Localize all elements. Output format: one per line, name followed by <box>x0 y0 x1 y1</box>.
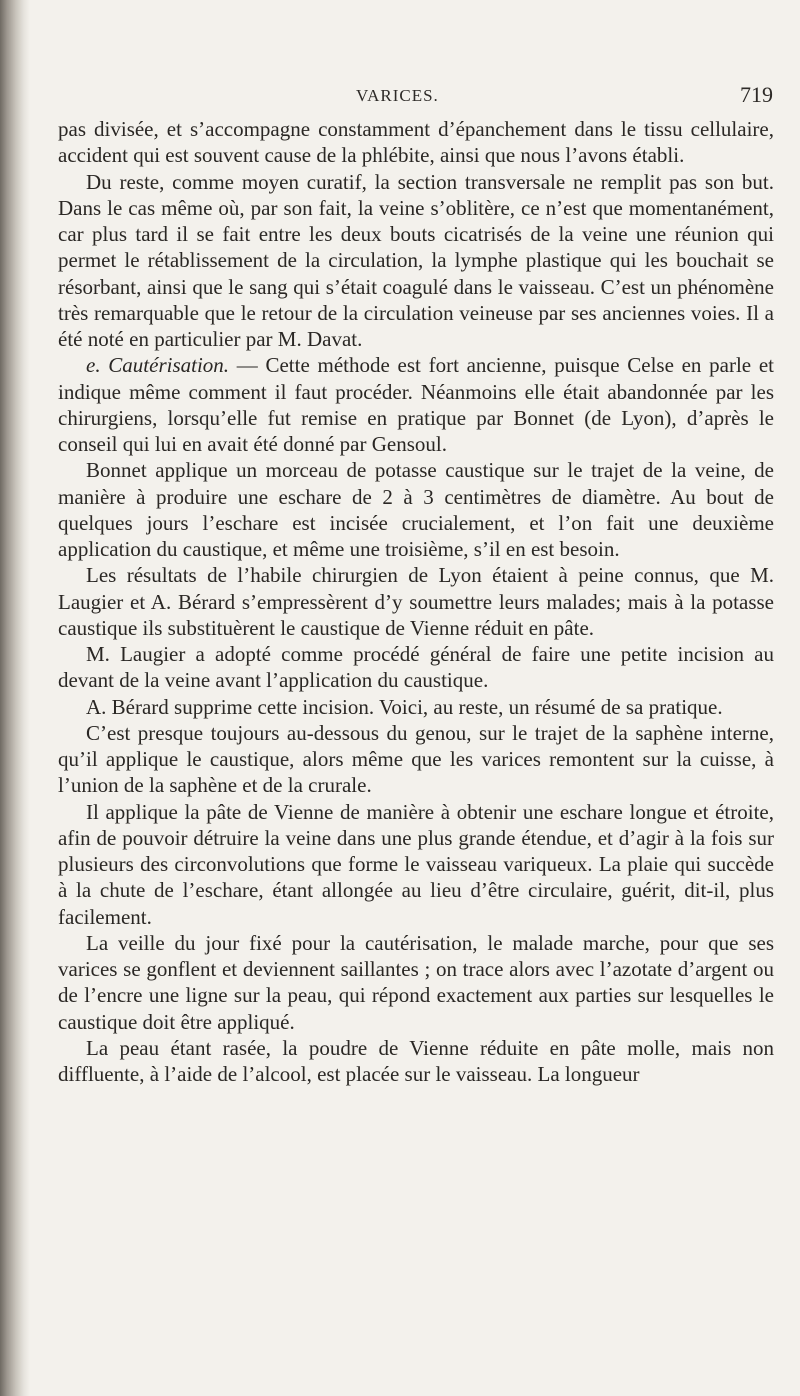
page-header <box>0 82 800 110</box>
paragraph-text: La veille du jour fixé pour la cautérisation, le malade marche, pour que ses varices se gonflent et deviennent saillantes ; on trace alors avec l’azotate d’argent ou de l’encre une ligne sur la peau, qui répond exactement aux parties sur lesquelles le caustique doit être appliqué. <box>58 930 774 1034</box>
paragraph <box>58 562 774 641</box>
section-heading: e. Cautérisation. <box>86 353 230 378</box>
paragraph <box>58 457 774 562</box>
paragraph <box>58 169 774 353</box>
paragraph-cauterisation <box>58 352 774 457</box>
paragraph-text: Du reste, comme moyen curatif, la section transversale ne remplit pas son but. Dans le cas même où, par son fait, la veine s’oblitère, ce n’est que momentanément, car plus tard il se fait entre les deux bouts cicatrisés de la veine une réunion qui permet le rétablissement de la circulation, la lymphe plastique qui les bouchait se résorbant, ainsi que le sang qui s’était coagulé dans le vaisseau. C’est un phénomène très remarquable que le retour de la circulation veineuse par ses anciennes voies. Il a été noté en particulier par M. Davat. <box>58 169 774 351</box>
paragraph-text: Les résultats de l’habile chirurgien de Lyon étaient à peine connus, que M. Laugier et A. Bérard s’empressèrent d’y soumettre leurs malades; mais à la potasse caustique ils substituèrent le caustique de Vienne réduit en pâte. <box>58 563 774 640</box>
paragraph-text: Bonnet applique un morceau de potasse caustique sur le trajet de la veine, de manière à produire une eschare de 2 à 3 centimètres de diamètre. Au bout de quelques jours l’eschare est incisée crucialement, et l’on fait une deuxième application du caustique, et même une troisième, s’il en est besoin. <box>58 458 774 561</box>
paragraph-text: A. Bérard supprime cette incision. Voici, au reste, un résumé de sa pratique. <box>86 694 723 719</box>
running-title: VARICES. <box>356 86 439 105</box>
paragraph <box>58 694 774 720</box>
paragraph <box>58 116 774 169</box>
paragraph-text: M. Laugier a adopté comme procédé général de faire une petite incision au devant de la veine avant l’application du caustique. <box>58 642 774 693</box>
paragraph-text: — Cette méthode est fort ancienne, puisque Celse en parle et indique même comment il faut procéder. Néanmoins elle était abandonnée par les chirurgiens, lorsqu’elle fut remise en pratique par Bonnet (de Lyon), d’après le conseil qui lui en avait été donné par Gensoul. <box>58 353 774 456</box>
paragraph <box>58 1035 774 1088</box>
paragraph <box>58 720 774 799</box>
paragraph <box>58 799 774 930</box>
paragraph-text: pas divisée, et s’accompagne constamment d’épanchement dans le tissu cellulaire, accident qui est souvent cause de la phlébite, ainsi que nous l’avons établi. <box>58 117 774 168</box>
paragraph <box>58 930 774 1035</box>
paragraph-text: Il applique la pâte de Vienne de manière à obtenir une eschare longue et étroite, afin de pouvoir détruire la veine dans une plus grande étendue, et d’agir à la fois sur plusieurs des circonvolutions que forme le vaisseau variqueux. La plaie qui succède à la chute de l’eschare, étant allongée au lieu d’être circulaire, guérit, dit-il, plus facilement. <box>58 799 774 929</box>
page-number: 719 <box>740 82 773 107</box>
paragraph-text: La peau étant rasée, la poudre de Vienne réduite en pâte molle, mais non diffluente, à l’aide de l’alcool, est placée sur le vaisseau. La longueur <box>58 1035 774 1086</box>
body-text <box>58 116 774 1087</box>
paragraph <box>58 641 774 694</box>
paragraph-text: C’est presque toujours au-dessous du genou, sur le trajet de la saphène interne, qu’il applique le caustique, alors même que les varices remontent sur la cuisse, à l’union de la saphène et de la crurale. <box>58 720 774 798</box>
